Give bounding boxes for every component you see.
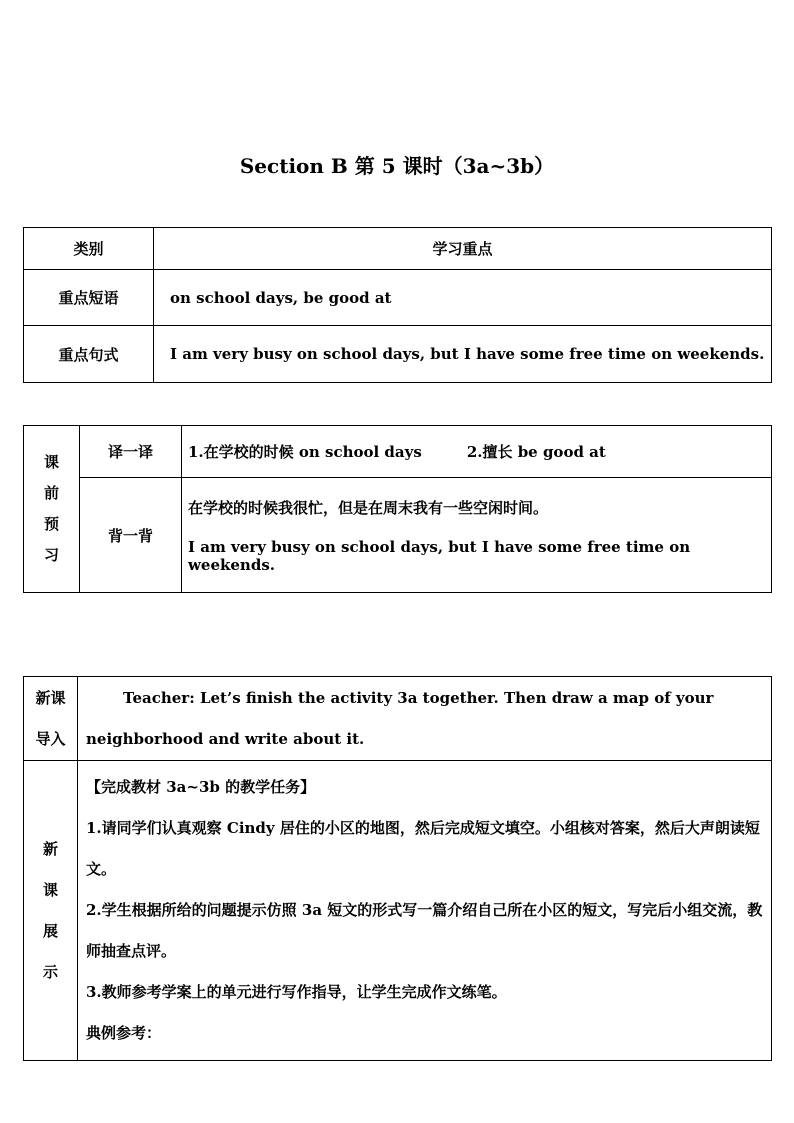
preview-section-label — [24, 426, 80, 593]
recite-content — [182, 478, 772, 593]
preview-table — [23, 425, 772, 593]
intro-label — [24, 677, 78, 761]
lesson-table — [23, 676, 772, 1061]
intro-line-1: Teacher: Let’s finish the activity 3a together. Then draw a map of your — [123, 688, 714, 707]
key-phrases-content: on school days, be good at — [154, 270, 772, 326]
translate-content — [182, 426, 772, 478]
display-content — [78, 761, 772, 1061]
key-phrases-label: 重点短语 — [24, 270, 154, 326]
display-item-3: 3.教师参考学案上的单元进行写作指导，让学生完成作文练笔。 — [86, 983, 507, 1001]
translate-label: 译一译 — [80, 426, 182, 478]
recite-label: 背一背 — [80, 478, 182, 593]
display-heading: 【完成教材 3a~3b 的教学任务】 — [86, 778, 316, 796]
intro-content — [78, 677, 772, 761]
display-char: 展 — [42, 921, 58, 940]
focus-header: 学习重点 — [154, 228, 772, 270]
preview-char: 习 — [43, 546, 59, 564]
category-header: 类别 — [24, 228, 154, 270]
display-char: 新 — [42, 839, 58, 858]
display-char: 课 — [42, 880, 58, 899]
display-label — [24, 761, 78, 1061]
display-char: 示 — [42, 962, 58, 981]
intro-label-line: 导入 — [35, 729, 66, 748]
translate-item-1: 1.在学校的时候 on school days — [188, 443, 422, 461]
recite-english: I am very busy on school days, but I have some free time on weekends. — [188, 537, 691, 574]
page-title: Section B 第 5 课时（3a~3b） — [239, 154, 555, 178]
display-item-2: 2.学生根据所给的问题提示仿照 3a 短文的形式写一篇介绍自己所在小区的短文，写完后小组交流，教师抽查点评。 — [86, 901, 763, 960]
display-example: 典例参考： — [86, 1024, 162, 1042]
key-sentence-content: I am very busy on school days, but I have some free time on weekends. — [154, 326, 772, 383]
translate-item-2: 2.擅长 be good at — [466, 443, 606, 461]
preview-char: 课 — [43, 453, 59, 471]
recite-chinese: 在学校的时候我很忙，但是在周末我有一些空闲时间。 — [188, 498, 549, 517]
preview-char: 预 — [43, 515, 59, 533]
key-sentence-label: 重点句式 — [24, 326, 154, 383]
intro-line-2: neighborhood and write about it. — [86, 729, 365, 748]
intro-label-line: 新课 — [35, 688, 66, 707]
display-item-1: 1.请同学们认真观察 Cindy 居住的小区的地图，然后完成短文填空。小组核对答案，然后大声朗读短文。 — [86, 819, 760, 878]
key-points-table — [23, 227, 772, 383]
preview-char: 前 — [43, 484, 59, 502]
